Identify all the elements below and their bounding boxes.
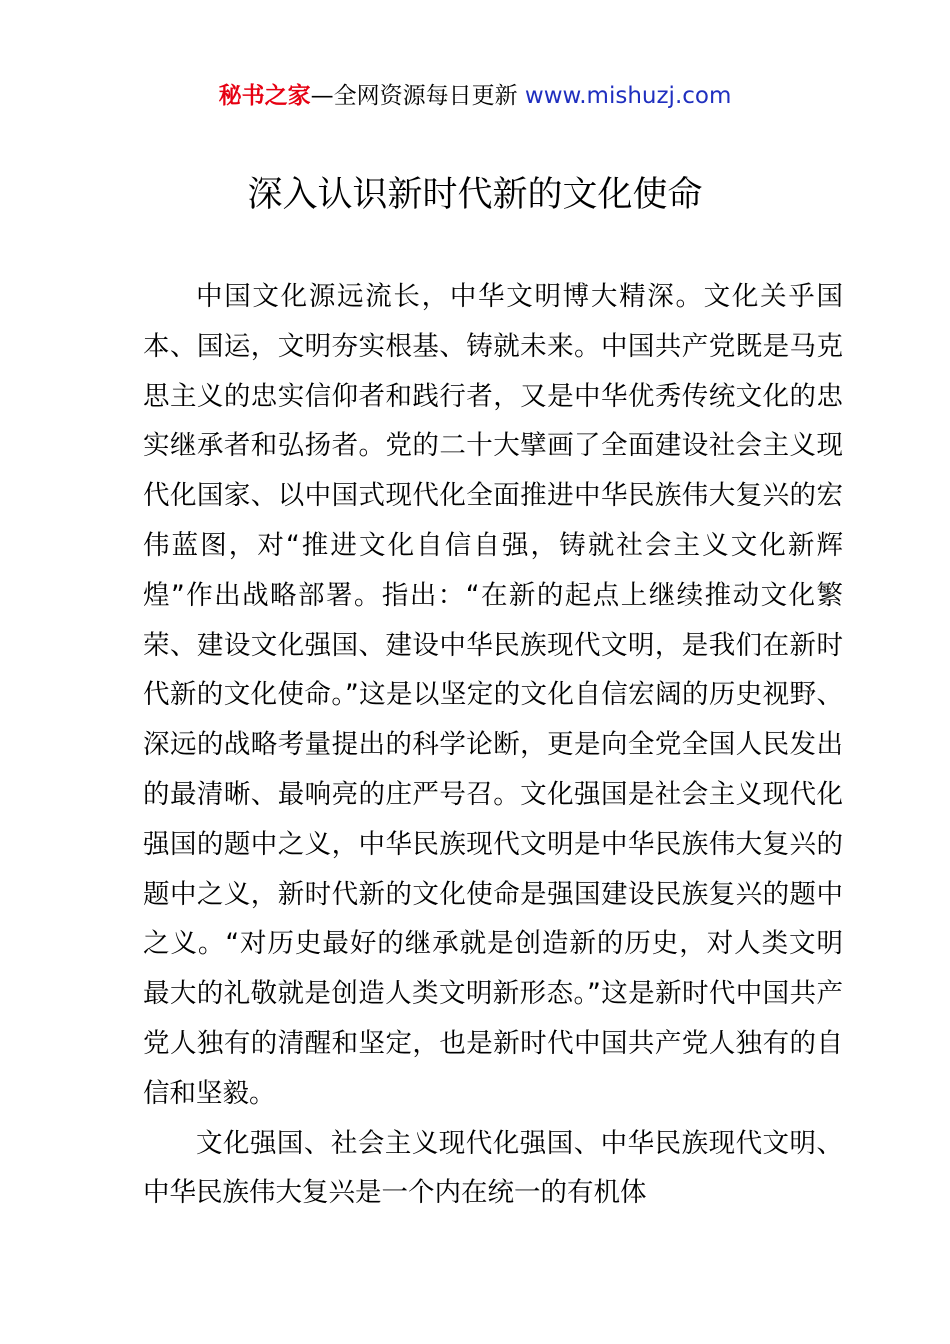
document-body <box>143 272 843 1218</box>
brand-name: 秘书之家 <box>218 83 311 109</box>
site-url-link[interactable]: www.mishuzj.com <box>524 83 732 109</box>
site-header <box>0 80 950 112</box>
header-slogan: —全网资源每日更新 <box>310 83 525 109</box>
paragraph: 文化强国、社会主义现代化强国、中华民族现代文明、中华民族伟大复兴是一个内在统一的有机体 <box>143 1127 843 1209</box>
document-title: 深入认识新时代新的文化使命 <box>247 175 703 215</box>
paragraph: 中国文化源远流长，中华文明博大精深。文化关乎国本、国运，文明夯实根基、铸就未来。中国共产党既是马克思主义的忠实信仰者和践行者，又是中华优秀传统文化的忠实继承者和弘扬者。党的二十大擘画了全面建设社会主义现代化国家、以中国式现代化全面推进中华民族伟大复兴的宏伟蓝图，对“推进文化自信自强，铸就社会主义文化新辉煌”作出战略部署。指出：“在新的起点上继续推动文化繁荣、建设文化强国、建设中华民族现代文明，是我们在新时代新的文化使命。”这是以坚定的文化自信宏阔的历史视野、深远的战略考量提出的科学论断，更是向全党全国人民发出的最清晰、最响亮的庄严号召。文化强国是社会主义现代化强国的题中之义，中华民族现代文明是中华民族伟大复兴的题中之义，新时代新的文化使命是强国建设民族复兴的题中之义。“对历史最好的继承就是创造新的历史，对人类文明最大的礼敬就是创造人类文明新形态。”这是新时代中国共产党人独有的清醒和坚定，也是新时代中国共产党人独有的自信和坚毅。 <box>143 281 843 1109</box>
